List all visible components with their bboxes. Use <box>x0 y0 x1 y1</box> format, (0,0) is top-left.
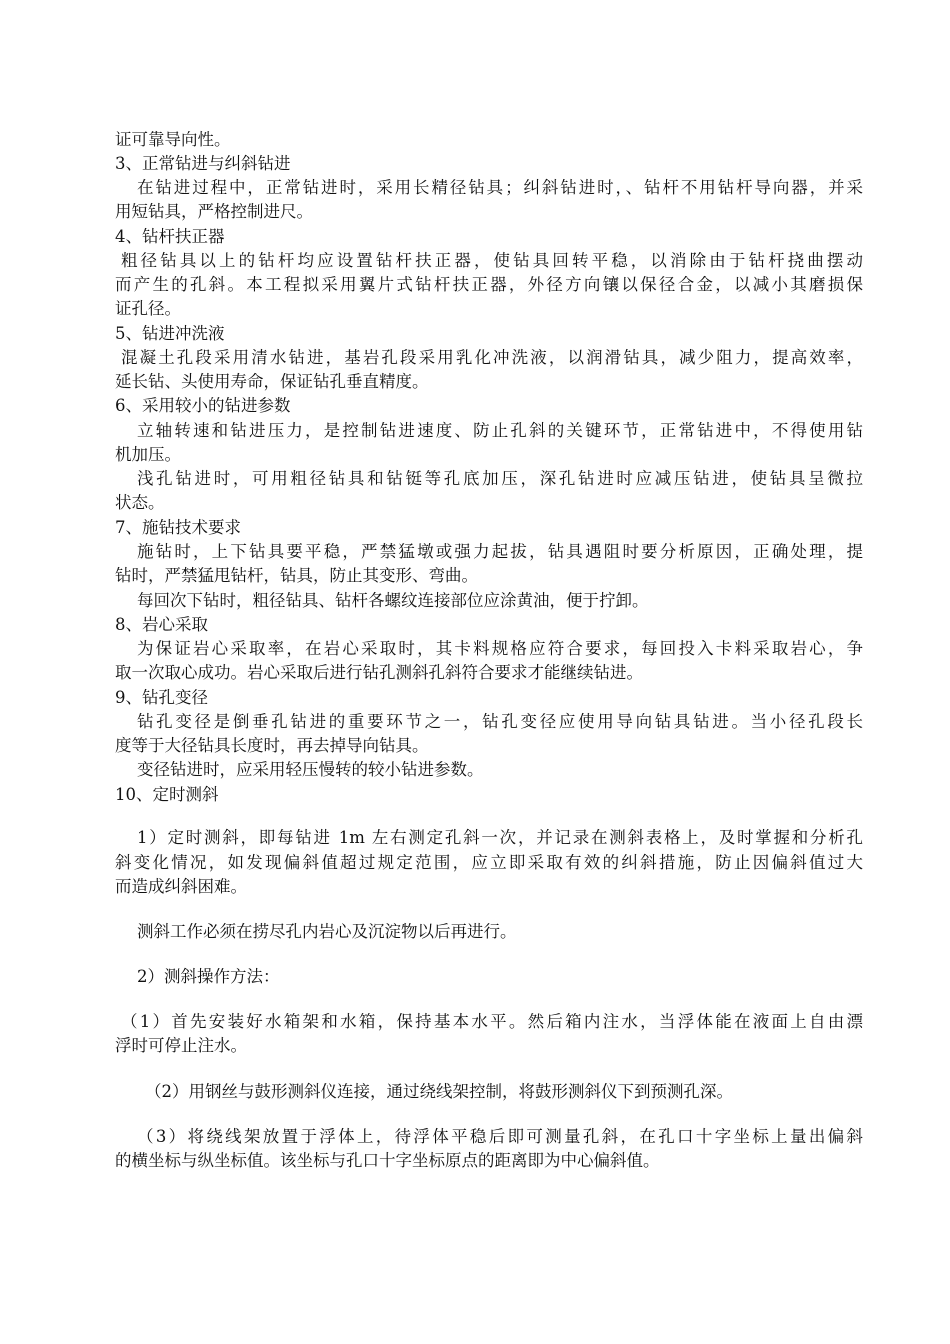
paragraph-line: 立轴转速和钻进压力，是控制钻进速度、防止孔斜的关键环节，正常钻进中，不得使用钻 <box>137 421 863 440</box>
paragraph-line: （3）将绕线架放置于浮体上，待浮体平稳后即可测量孔斜，在孔口十字坐标上量出偏斜 <box>137 1127 863 1146</box>
paragraph-line: 钻时，严禁猛甩钻杆，钻具，防止其变形、弯曲。 <box>115 566 478 585</box>
section-heading-5: 5、钻进冲洗液 <box>115 324 225 343</box>
paragraph-line: 浅孔钻进时，可用粗径钻具和钻铤等孔底加压，深孔钻进时应减压钻进，使钻具呈微拉 <box>137 469 863 488</box>
section-heading-10: 10、定时测斜 <box>115 785 219 804</box>
section-heading-9: 9、钻孔变径 <box>115 688 208 707</box>
paragraph-line: 测斜工作必须在捞尽孔内岩心及沉淀物以后再进行。 <box>137 922 517 941</box>
paragraph-line: 施钻时，上下钻具要平稳，严禁猛墩或强力起拔，钻具遇阻时要分析原因，正确处理，提 <box>137 542 863 561</box>
paragraph-line: 粗径钻具以上的钻杆均应设置钻杆扶正器，使钻具回转平稳，以消除由于钻杆挠曲摆动 <box>121 251 863 270</box>
paragraph-line: 钻孔变径是倒垂孔钻进的重要环节之一，钻孔变径应使用导向钻具钻进。当小径孔段长 <box>137 712 863 731</box>
paragraph-line: 证孔径。 <box>115 299 181 318</box>
section-heading-6: 6、采用较小的钻进参数 <box>115 396 291 415</box>
paragraph-line: 的横坐标与纵坐标值。该坐标与孔口十字坐标原点的距离即为中心偏斜值。 <box>115 1151 660 1170</box>
paragraph-line: 度等于大径钻具长度时，再去掉导向钻具。 <box>115 736 429 755</box>
paragraph-line: （1）首先安装好水箱架和水箱，保持基本水平。然后箱内注水，当浮体能在液面上自由漂 <box>121 1012 863 1031</box>
paragraph-line: 而产生的孔斜。本工程拟采用翼片式钻杆扶正器，外径方向镶以保径合金，以减小其磨损保 <box>115 275 863 294</box>
paragraph-line: 状态。 <box>115 493 165 512</box>
paragraph-line: 在钻进过程中，正常钻进时，采用长精径钻具；纠斜钻进时，、钻杆不用钻杆导向器，并采 <box>137 178 863 197</box>
paragraph-line: 而造成纠斜困难。 <box>115 877 247 896</box>
paragraph-line: 延长钻、头使用寿命，保证钻孔垂直精度。 <box>115 372 429 391</box>
paragraph-line: 混凝土孔段采用清水钻进，基岩孔段采用乳化冲洗液，以润滑钻具，减少阻力，提高效率， <box>121 348 863 367</box>
section-heading-7: 7、施钻技术要求 <box>115 518 241 537</box>
paragraph-line: 取一次取心成功。岩心采取后进行钻孔测斜孔斜符合要求才能继续钻进。 <box>115 663 643 682</box>
paragraph-line: 斜变化情况，如发现偏斜值超过规定范围，应立即采取有效的纠斜措施，防止因偏斜值过大 <box>115 853 863 872</box>
section-heading-3: 3、正常钻进与纠斜钻进 <box>115 154 291 173</box>
paragraph-line: 浮时可停止注水。 <box>115 1036 247 1055</box>
paragraph-line: 用短钻具，严格控制进尺。 <box>115 202 313 221</box>
paragraph-line: 机加压。 <box>115 445 181 464</box>
paragraph-line: （2）用钢丝与鼓形测斜仪连接，通过绕线架控制，将鼓形测斜仪下到预测孔深。 <box>145 1082 733 1101</box>
section-heading-4: 4、钻杆扶正器 <box>115 227 225 246</box>
paragraph-line: 证可靠导向性。 <box>115 130 231 149</box>
paragraph-line: 变径钻进时，应采用轻压慢转的较小钻进参数。 <box>137 760 484 779</box>
paragraph-line: 每回次下钻时，粗径钻具、钻杆各螺纹连接部位应涂黄油，便于拧卸。 <box>137 591 649 610</box>
paragraph-line: 1）定时测斜，即每钻进 1m 左右测定孔斜一次，并记录在测斜表格上，及时掌握和分析孔 <box>137 828 863 847</box>
section-heading-8: 8、岩心采取 <box>115 615 208 634</box>
paragraph-line: 为保证岩心采取率，在岩心采取时，其卡料规格应符合要求，每回投入卡料采取岩心，争 <box>137 639 863 658</box>
paragraph-line: 2）测斜操作方法： <box>137 967 280 986</box>
